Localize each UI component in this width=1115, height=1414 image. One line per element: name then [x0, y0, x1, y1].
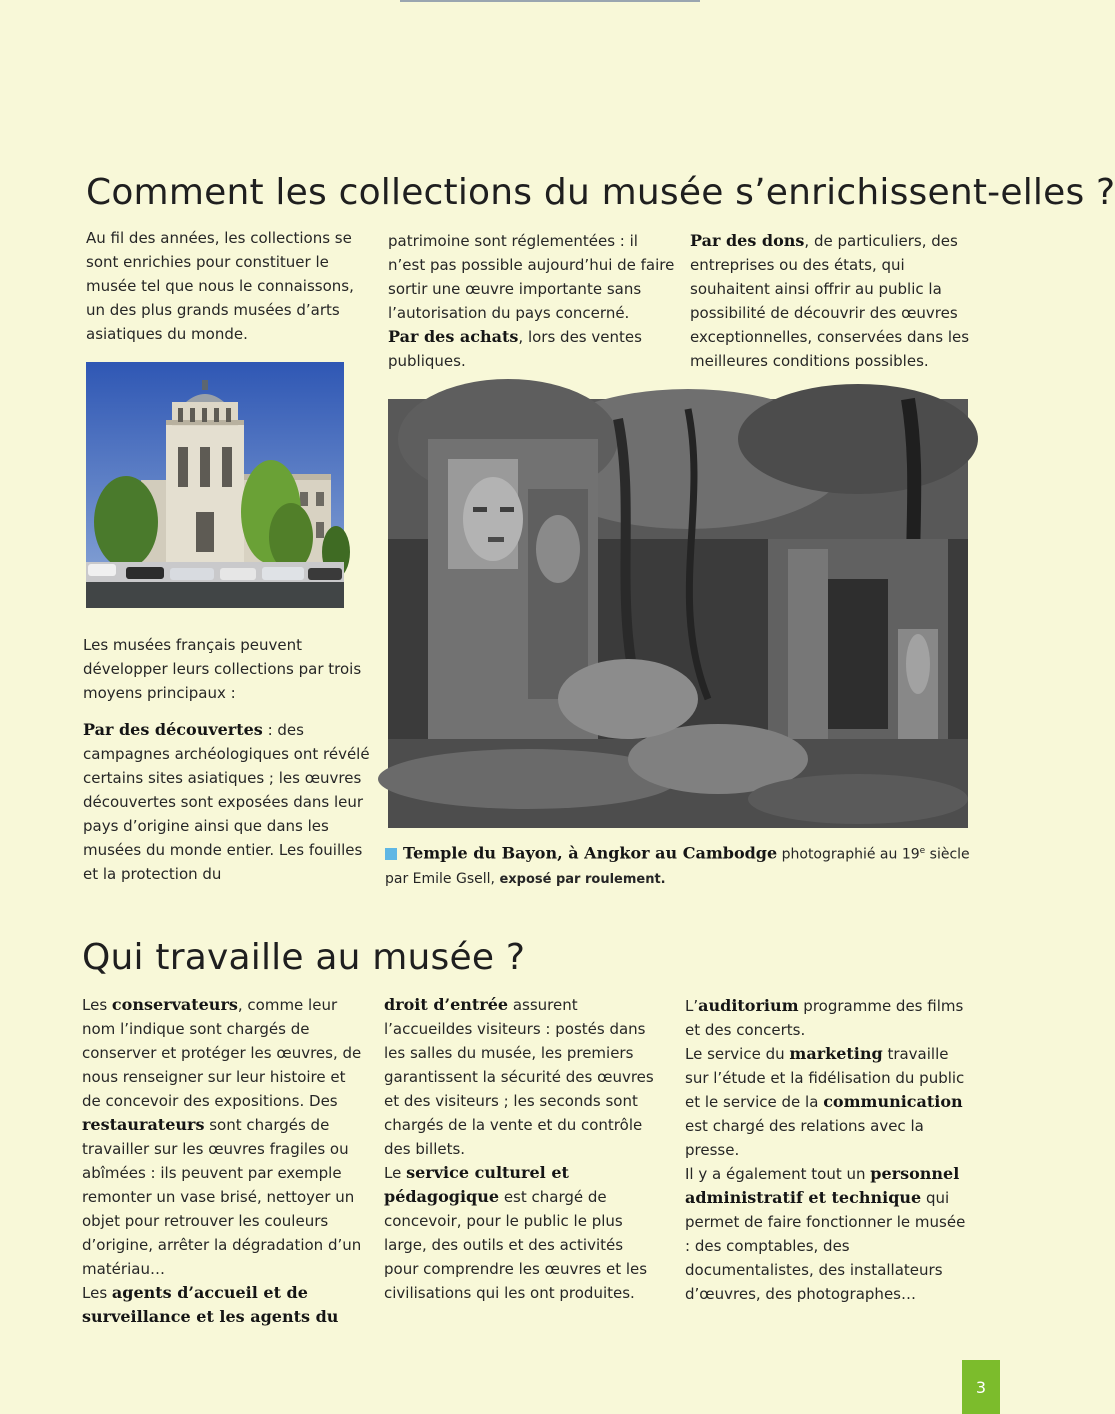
page-number: 3 — [962, 1360, 1000, 1414]
bayon-temple-photo — [388, 399, 968, 828]
museum-building-image — [86, 362, 344, 608]
museum-building-photo — [86, 362, 344, 608]
collections-column-1-body: Les musées français peuvent développer leurs collections par trois moyens principaux : Par des découvertes : des campagnes archéologiques ont révélé certains sites asiatiques ; les œuvres découvertes sont exposées dans leur pays d’origine ainsi que dans les musées du monde entier. Les fouilles et la protection du — [83, 636, 370, 883]
collections-intro: Au fil des années, les collections se sont enrichies pour constituer le musée tel que nous le connaissons, un des plus grands musées d’arts asiatiques du monde. — [86, 229, 354, 343]
top-rule — [400, 0, 700, 2]
caption-square-icon — [385, 848, 397, 860]
bayon-temple-image — [388, 399, 968, 828]
collections-column-3: Par des dons, de particuliers, des entreprises ou des états, qui souhaitent ainsi offrir au public la possibilité de découvrir des œuvres exceptionnelles, conservées dans les meilleures conditions possibles. — [690, 231, 970, 370]
staff-column-1: Les conservateurs, comme leur nom l’indique sont chargés de conserver et protéger les œuvres, de nous renseigner sur leur histoire et de concevoir des expositions. Des restaurateurs sont chargés de travailler sur les œuvres fragiles ou abîmées : ils peuvent par exemple remonter un vase brisé, nettoyer un objet pour retrouver les couleurs d’origine, arrêter la dégradation d’un matériau… Les agents d’accueil et de surveillance et les agents du — [82, 995, 362, 1326]
collections-column-2: patrimoine sont réglementées : il n’est pas possible aujourd’hui de faire sortir une œuvre importante sans l’autorisation du pays concerné. Par des achats, lors des ventes publiques. — [388, 232, 675, 370]
staff-column-2: droit d’entrée assurent l’accueildes visiteurs : postés dans les salles du musée, les premiers garantissent la sécurité des œuvres et des visiteurs ; les seconds sont chargés de la vente et du contrôle des billets. Le service culturel et pédagogique est chargé de concevoir, pour le public le plus large, des outils et des activités pour comprendre les œuvres et les civilisations qui les ont produites. — [384, 995, 654, 1302]
section-title-staff: Qui travaille au musée ? — [82, 937, 526, 978]
staff-column-3: L’auditorium programme des films et des concerts. Le service du marketing travaille sur l’étude et la fidélisation du public et le service de la communication est chargé des relations avec la presse. Il y a également tout un personnel administratif et technique qui permet de faire fonctionner le musée : des comptables, des documentalistes, des installateurs d’œuvres, des photographes… — [685, 996, 966, 1303]
photo-caption: Temple du Bayon, à Angkor au Cambodge photographié au 19e siècle par Emile Gsell, exposé par roulement. — [385, 843, 970, 887]
section-title-collections: Comment les collections du musée s’enrichissent-elles ? — [86, 172, 1115, 213]
